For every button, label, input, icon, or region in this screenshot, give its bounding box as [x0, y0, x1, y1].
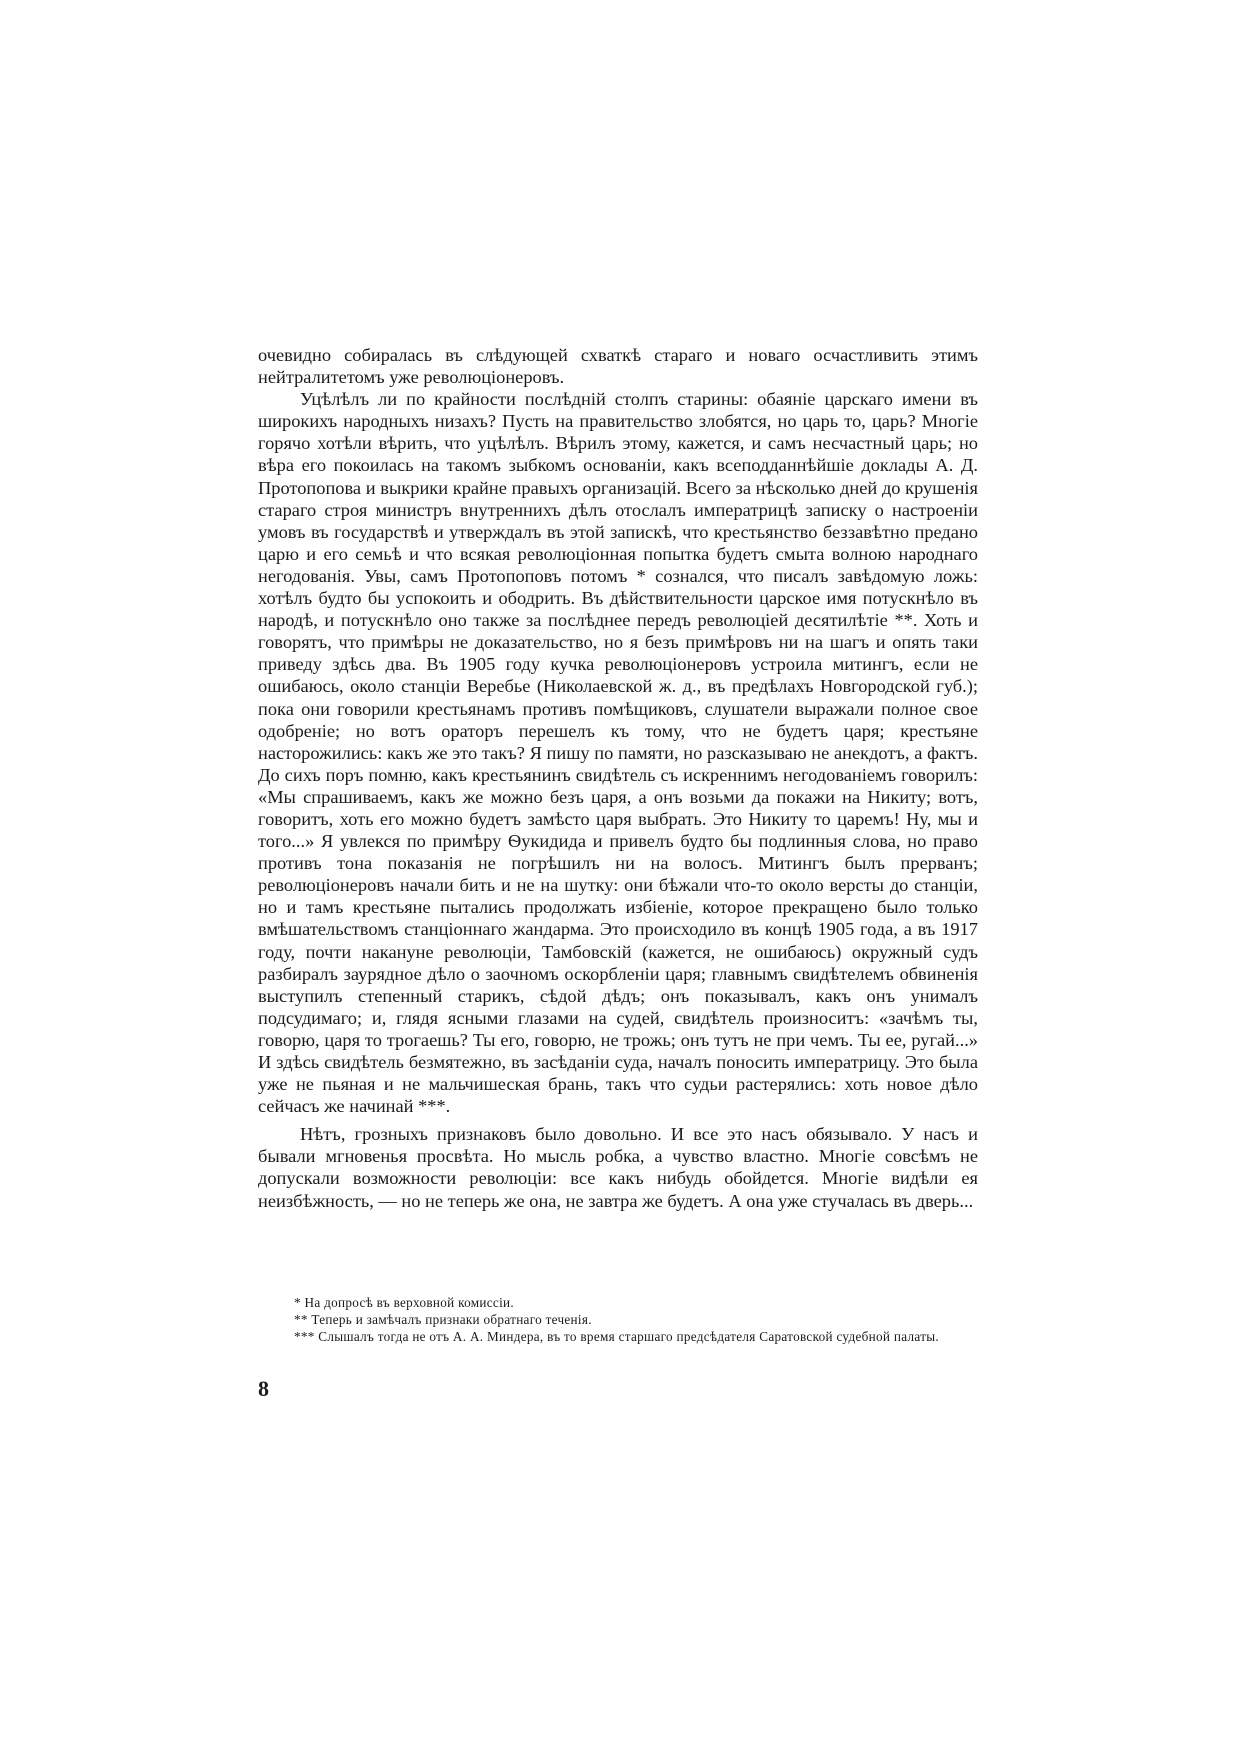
paragraph-tsar-image: Уцѣлѣлъ ли по крайности послѣдній столпъ старины: обаяніе царскаго имени въ широкихъ народныхъ низахъ? Пусть на правительство злобятся, но царь то, царь? Многіе горячо хотѣли вѣрить, что уцѣлѣлъ. Вѣрилъ этому, кажется, и самъ несчастный царь; но вѣра его покоилась на такомъ зыбкомъ основаніи, какъ всеподданнѣйшіе доклады А. Д. Протопопова и выкрики крайне правыхъ организацій. Всего за нѣсколько дней до крушенія стараго строя министръ внутреннихъ дѣлъ отослалъ императрицѣ записку о настроеніи умовъ въ государствѣ и утверждалъ въ этой запискѣ, что крестьянство беззавѣтно предано царю и его семьѣ и что всякая революціонная попытка будетъ смыта волною народнаго негодованія. Увы, самъ Протопоповъ потомъ * сознался, что писалъ завѣдомую ложь: хотѣлъ будто бы успокоить и ободрить. Въ дѣйствительности царское имя потускнѣло въ народѣ, и потускнѣло оно также за послѣднее передъ революціей десятилѣтіе **. Хоть и говорятъ, что примѣры не доказательство, но я безъ примѣровъ ни на шагъ и опять таки приведу здѣсь два. Въ 1905 году кучка революціонеровъ устроила митингъ, если не ошибаюсь, около станціи Веребье (Николаевской ж. д., въ предѣлахъ Новгородской губ.); пока они говорили крестьянамъ противъ помѣщиковъ, слушатели выражали полное свое одобреніе; но вотъ ораторъ перешелъ къ тому, что не будетъ царя; крестьяне насторожились: какъ же это такъ? Я пишу по памяти, но разсказываю не анекдотъ, а фактъ. До сихъ поръ помню, какъ крестьянинъ свидѣтель съ искреннимъ негодованіемъ говорилъ: «Мы спрашиваемъ, какъ же можно безъ царя, а онъ возьми да покажи на Никиту; вотъ, говоритъ, хоть его можно будетъ замѣсто царя выбрать. Это Никиту то царемъ! Ну, мы и того...» Я увлекся по примѣру Ѳукидида и привелъ будто бы подлинныя слова, но право противъ тона показанія не погрѣшилъ ни на волосъ. Митингъ былъ прерванъ; революціонеровъ начали бить и не на шутку: они бѣжали что-то около версты до станціи, но и тамъ крестьяне пытались продолжать избіеніе, которое прекращено было только вмѣшательствомъ станціоннаго жандарма. Это происходило въ концѣ 1905 года, а въ 1917 году, почти накануне революціи, Тамбовскій (кажется, не ошибаюсь) окружный судъ разбиралъ заурядное дѣло о заочномъ оскорбленіи царя; главнымъ свидѣтелемъ обвиненія выступилъ степенный старикъ, сѣдой дѣдъ; онъ показывалъ, какъ онъ унималъ подсудимаго; и, глядя ясными глазами на судей, свидѣтель произноситъ: «зачѣмъ ты, говорю, царя то трогаешь? Ты его, говорю, не трожь; онъ тутъ не при чемъ. Ты ее, ругай...» И здѣсь свидѣтель безмятежно, въ засѣданіи суда, началъ поносить императрицу. Это была уже не пьяная и не мальчишеская брань, такъ что судьи растерялись: хоть новое дѣло сейчасъ же начинай ***.: [258, 389, 978, 1117]
footnote-2: ** Теперь и замѣчалъ признаки обратнаго теченія.: [294, 1312, 592, 1327]
footnote-3: *** Слышалъ тогда не отъ А. А. Миндера, въ то время старшаго предсѣдателя Саратовской судебной палаты.: [294, 1329, 940, 1344]
paragraph-warning-signs: Нѣтъ, грозныхъ признаковъ было довольно. И все это насъ обязывало. У насъ и бывали мгновенья просвѣта. Но мысль робка, а чувство властно. Многіе совсѣмъ не допускали возможности революціи: все какъ нибудь обойдется. Многіе видѣли ея неизбѣжность, — но не теперь же она, не завтра же будетъ. А она уже стучалась въ дверь...: [258, 1124, 978, 1211]
main-text: [258, 344, 978, 1212]
footnotes: [258, 1294, 978, 1345]
footnote-1: * На допросѣ въ верховной комиссіи.: [294, 1295, 514, 1310]
page-number: 8: [258, 1376, 269, 1401]
paragraph-continuation: очевидно собиралась въ слѣдующей схваткѣ стараго и новаго осчастливить этимъ нейтралитетомъ уже революціонеровъ.: [258, 345, 978, 388]
